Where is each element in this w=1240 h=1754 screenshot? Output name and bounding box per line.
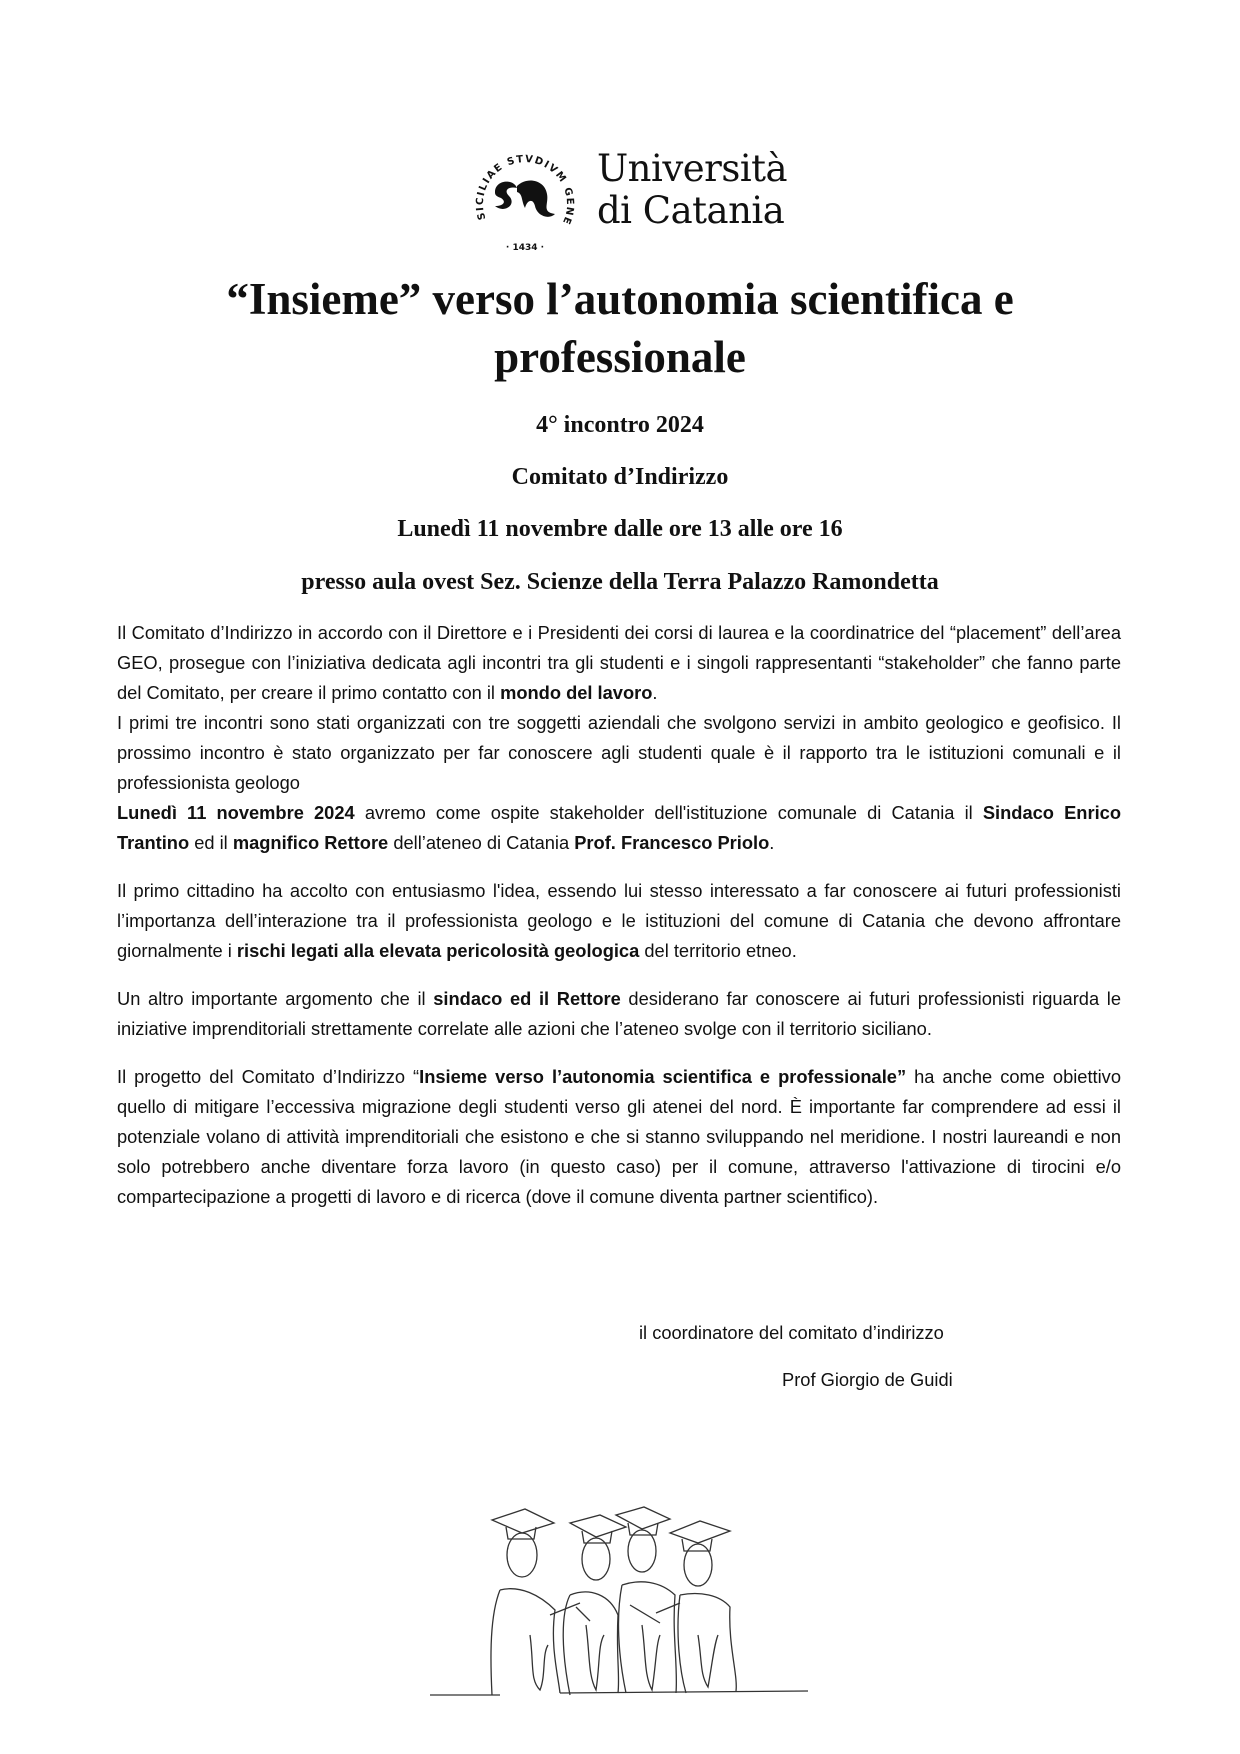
paragraph-text: Un altro importante argomento che il (117, 988, 434, 1009)
bold-text: mondo del lavoro (500, 682, 653, 703)
bold-text: Prof. Francesco Priolo (574, 832, 770, 853)
paragraph-text: avremo come ospite stakeholder dell'istituzione comunale di Catania il (354, 802, 983, 823)
paragraph-text: Il Comitato d’Indirizzo in accordo con il Direttore e i Presidenti dei corsi di laurea e la coordinatrice del “placement” dell’area GEO, prosegue con l’iniziativa dedicata agli incontri tra gli studenti e i singoli rappresentanti “stakeholder” che fanno parte del Comitato, per creare il primo contatto con il (117, 622, 1121, 703)
document-title: “Insieme” verso l’autonomia scientifica e professionale (226, 274, 1014, 382)
event-date: Lunedì 11 novembre dalle ore 13 alle ore 16 (397, 516, 843, 542)
paragraph-text: del territorio etneo. (639, 940, 797, 961)
paragraph-text: Il primo cittadino ha accolto con entusiasmo l'idea, essendo lui stesso interessato a far conoscere ai futuri professionisti l’importanza dell’interazione tra il professionista geologo e le istituzioni del comune di Catania che devono affrontare giornalmente i (117, 880, 1121, 961)
paragraph-text: . (769, 832, 775, 853)
bold-text: magnifico Rettore (232, 832, 389, 853)
paragraph-text: ed il (189, 832, 233, 853)
body-paragraph (117, 618, 1121, 708)
body-paragraph (117, 798, 1121, 858)
university-seal-icon (465, 142, 585, 254)
committee-name: Comitato d’Indirizzo (511, 464, 729, 490)
paragraph-text: ha anche come obiettivo quello di mitigare l’eccessiva migrazione degli studenti verso gli atenei del nord. È importante far comprendere ad essi il potenziale volano di attività imprenditoriali che esistono e che si stanno sviluppando nel meridione. I nostri laureandi e non solo potrebbero anche diventare forza lavoro (in questo caso) per il comune, attraverso l'attivazione di tirocini e/o compartecipazione a progetti di lavoro e di ricerca (dove il comune diventa partner scientifico). (117, 1066, 1121, 1207)
signature-role: il coordinatore del comitato d’indirizzo (639, 1322, 944, 1343)
bold-text: Lunedì 11 novembre 2024 (117, 802, 355, 823)
event-location: presso aula ovest Sez. Scienze della Terra Palazzo Ramondetta (301, 569, 939, 595)
bold-text: sindaco ed il Rettore (433, 988, 621, 1009)
graduates-illustration (430, 1495, 820, 1705)
paragraph-text: dell’ateneo di Catania (388, 832, 575, 853)
document-body (117, 618, 1121, 1212)
body-paragraph (117, 1062, 1121, 1212)
paragraph-text: Il progetto del Comitato d’Indirizzo “ (117, 1066, 420, 1087)
signature-name: Prof Giorgio de Guidi (782, 1369, 953, 1390)
university-logo (465, 142, 788, 254)
university-name (597, 148, 787, 232)
paragraph-text: . (652, 682, 658, 703)
svg-text:SICILIAE STVDIVM GENERALE: SICILIAE STVDIVM GENE (474, 153, 576, 227)
body-paragraph (117, 876, 1121, 966)
university-name-line2: di Catania (597, 189, 785, 232)
bold-text: Insieme verso l’autonomia scientifica e professionale” (419, 1066, 907, 1087)
meeting-number: 4° incontro 2024 (536, 412, 704, 438)
paragraph-text: desiderano far conoscere ai futuri professionisti riguarda le iniziative imprenditoriali strettamente correlate alle azioni che l’ateneo svolge con il territorio siciliano. (117, 988, 1121, 1039)
bold-text: Sindaco Enrico Trantino (117, 802, 1121, 853)
body-paragraph (117, 984, 1121, 1044)
bold-text: rischi legati alla elevata pericolosità geologica (236, 940, 640, 961)
body-paragraph (117, 708, 1121, 798)
paragraph-text: I primi tre incontri sono stati organizzati con tre soggetti aziendali che svolgono servizi in ambito geologico e geofisico. Il prossimo incontro è stato organizzato per far conoscere agli studenti quale è il rapporto tra le istituzioni comunali e il professionista geologo (117, 712, 1121, 793)
university-name-line1: Università (597, 147, 788, 190)
svg-text:· 1434 ·: · 1434 · (505, 243, 545, 253)
